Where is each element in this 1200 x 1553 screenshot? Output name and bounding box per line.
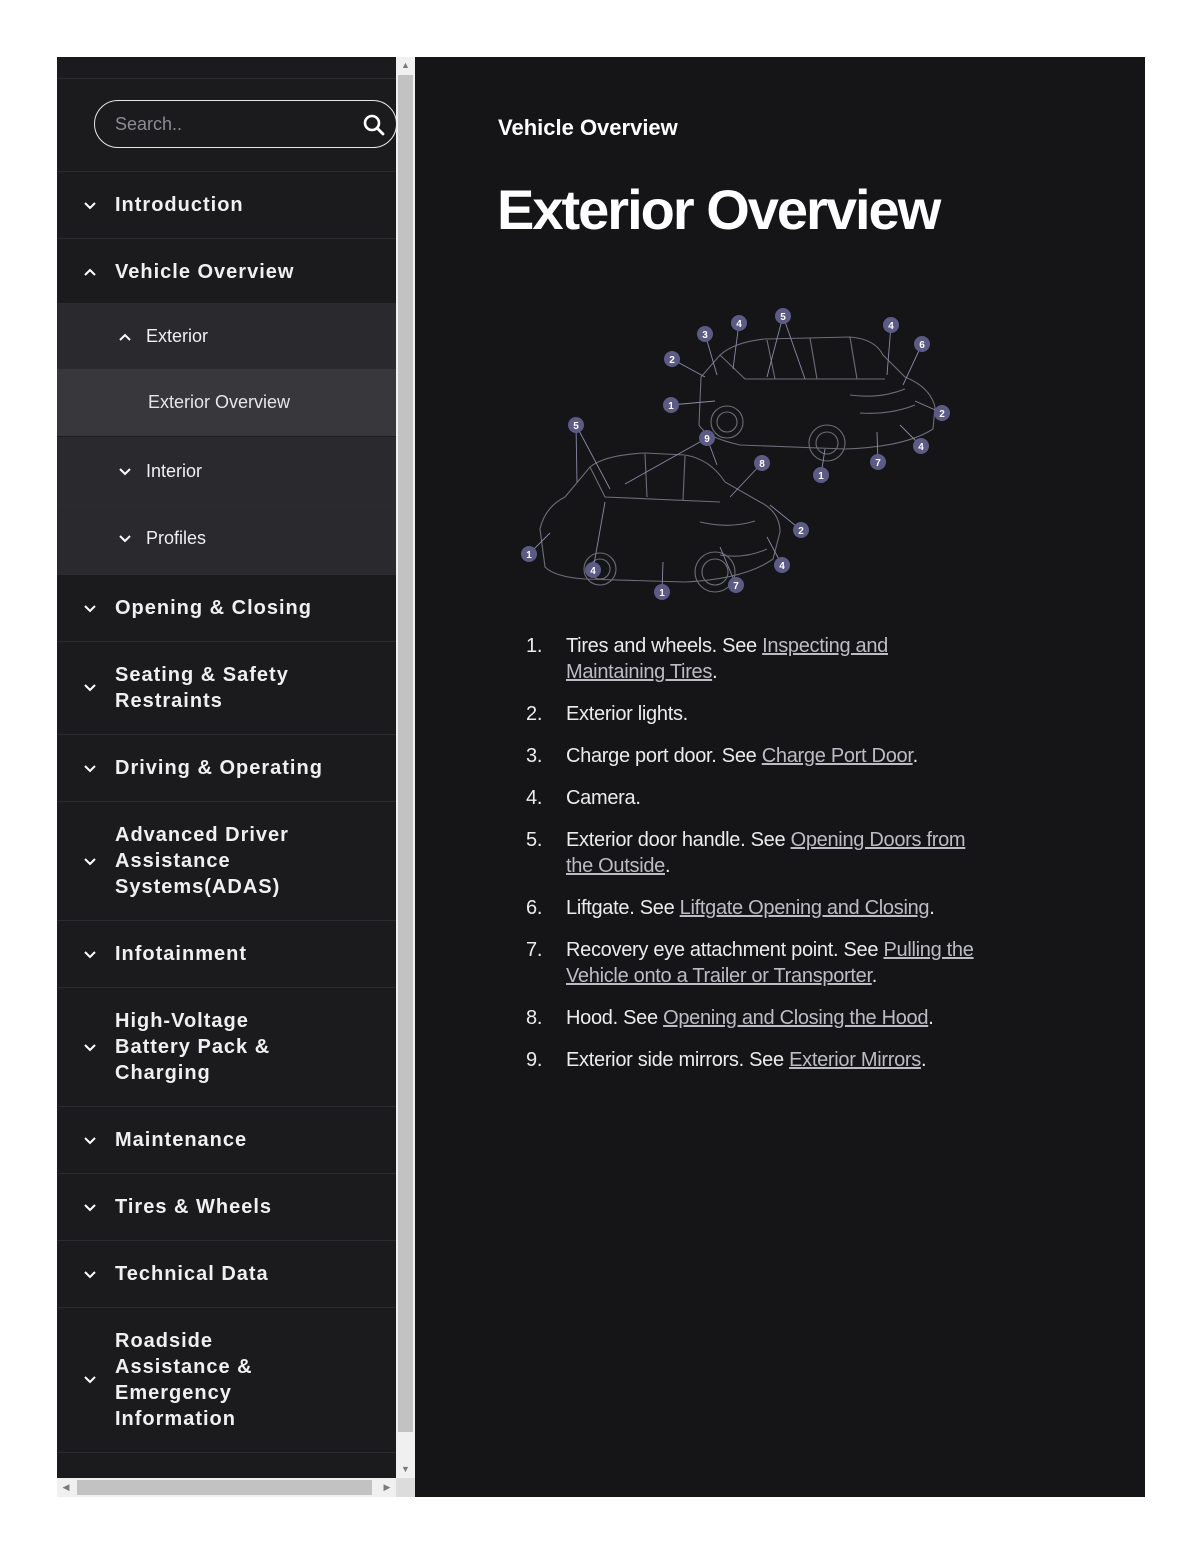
callout-6-badge <box>914 336 930 352</box>
callout-4-badge <box>731 315 747 331</box>
sidebar-item-label: Vehicle Overview <box>115 261 295 283</box>
list-item: 8. Hood. See Opening and Closing the Hood. <box>526 1007 934 1029</box>
svg-text:4: 4 <box>736 319 742 330</box>
callout-8-badge <box>754 455 770 471</box>
svg-text:5: 5 <box>573 421 579 432</box>
link-opening-doors[interactable]: Opening Doors from the Outside <box>566 829 966 877</box>
callout-3-badge <box>697 326 713 342</box>
callout-2-badge <box>664 351 680 367</box>
link-liftgate[interactable]: Liftgate Opening and Closing <box>679 897 930 919</box>
svg-text:1: 1 <box>526 550 532 561</box>
callout-1-badge <box>654 584 670 600</box>
link-charge-port-door[interactable]: Charge Port Door <box>761 745 913 767</box>
sidebar-nav <box>57 57 396 1478</box>
search-input[interactable] <box>113 101 347 148</box>
list-item: 4. Camera. <box>526 787 641 809</box>
sidebar-item-label: Opening & Closing <box>115 597 312 619</box>
sidebar-item-exterior-overview[interactable] <box>57 368 396 436</box>
callout-7-badge <box>728 577 744 593</box>
svg-text:2: 2 <box>669 355 675 366</box>
sidebar-item-opening-closing[interactable] <box>57 574 396 642</box>
chevron-down-icon <box>83 604 97 614</box>
svg-text:4: 4 <box>779 561 785 572</box>
sidebar-item-maintenance[interactable] <box>57 1106 396 1174</box>
sidebar-top-strip <box>57 57 396 79</box>
search-box[interactable] <box>94 100 396 148</box>
chevron-down-icon <box>83 950 97 960</box>
sidebar-item-infotainment[interactable] <box>57 920 396 988</box>
svg-text:1: 1 <box>659 588 665 599</box>
exterior-parts-list <box>498 633 978 1089</box>
sidebar-item-label: High-Voltage Battery Pack & Charging <box>115 1010 271 1084</box>
sidebar-item-label: Driving & Operating <box>115 757 323 779</box>
list-item: 7. Recovery eye attachment point. See Pulling the Vehicle onto a Trailer or Transporter. <box>526 939 974 987</box>
scrollbar-thumb[interactable] <box>398 75 413 1432</box>
sidebar-item-technical-data[interactable] <box>57 1240 396 1308</box>
chevron-up-icon <box>118 332 132 342</box>
scroll-right-arrow-icon[interactable]: ▶ <box>383 1482 391 1492</box>
callout-leader-lines <box>529 316 942 592</box>
svg-text:2: 2 <box>939 409 945 420</box>
callout-4-badge <box>774 557 790 573</box>
svg-text:8: 8 <box>759 459 765 470</box>
sidebar-item-label: Infotainment <box>115 943 247 965</box>
callout-1-badge <box>663 397 679 413</box>
sidebar-item-driving-operating[interactable] <box>57 734 396 802</box>
svg-text:4: 4 <box>590 566 596 577</box>
scroll-up-arrow-icon[interactable]: ▲ <box>401 60 410 70</box>
sidebar-item-label: Interior <box>146 461 203 481</box>
sidebar-item-label: Introduction <box>115 194 244 216</box>
link-pulling-vehicle[interactable]: Pulling the Vehicle onto a Trailer or Transporter <box>566 939 974 987</box>
list-item: 2. Exterior lights. <box>526 703 688 725</box>
list-item: 1. Tires and wheels. See Inspecting and Maintaining Tires. <box>526 635 889 683</box>
scroll-down-arrow-icon[interactable]: ▼ <box>401 1464 410 1474</box>
scrollbar-thumb[interactable] <box>77 1480 372 1495</box>
sidebar-item-roadside-assistance[interactable] <box>57 1307 396 1453</box>
chevron-down-icon <box>83 764 97 774</box>
sidebar-item-label: Technical Data <box>115 1263 269 1285</box>
svg-text:1: 1 <box>818 471 824 482</box>
callout-2-badge <box>793 522 809 538</box>
svg-text:2: 2 <box>798 526 804 537</box>
svg-text:7: 7 <box>875 458 881 469</box>
chevron-down-icon <box>118 467 132 477</box>
sidebar-item-label: Tires & Wheels <box>115 1196 273 1218</box>
list-item: 3. Charge port door. See Charge Port Door. <box>526 745 918 767</box>
scrollbar-corner <box>396 1478 415 1497</box>
callout-7-badge <box>870 454 886 470</box>
search-icon[interactable] <box>362 113 386 137</box>
chevron-down-icon <box>83 1270 97 1280</box>
sidebar-item-interior[interactable] <box>57 437 396 505</box>
breadcrumb[interactable]: Vehicle Overview <box>498 115 678 140</box>
sidebar-item-partial <box>57 1452 396 1478</box>
callout-1-badge <box>521 546 537 562</box>
chevron-down-icon <box>118 534 132 544</box>
chevron-down-icon <box>83 857 97 867</box>
list-item: 9. Exterior side mirrors. See Exterior Mirrors. <box>526 1049 927 1071</box>
sidebar-item-label: Exterior <box>146 326 209 346</box>
svg-text:3: 3 <box>702 330 708 341</box>
list-item: 6. Liftgate. See Liftgate Opening and Closing. <box>526 897 935 919</box>
sidebar-item-introduction[interactable] <box>57 171 396 239</box>
callout-5-badge <box>775 308 791 324</box>
sidebar-item-label: Roadside Assistance & Emergency Information <box>115 1330 253 1430</box>
chevron-down-icon <box>83 201 97 211</box>
link-hood[interactable]: Opening and Closing the Hood <box>663 1007 929 1029</box>
page-title: Exterior Overview <box>497 178 940 241</box>
scroll-left-arrow-icon[interactable]: ◀ <box>62 1482 70 1492</box>
svg-text:6: 6 <box>919 340 925 351</box>
callout-4-badge <box>585 562 601 578</box>
chevron-down-icon <box>83 1136 97 1146</box>
sidebar-item-tires-wheels[interactable] <box>57 1173 396 1241</box>
callout-1-badge <box>813 467 829 483</box>
sidebar-item-adas[interactable] <box>57 801 396 921</box>
chevron-down-icon <box>83 1043 97 1053</box>
svg-text:4: 4 <box>888 321 894 332</box>
chevron-down-icon <box>83 683 97 693</box>
link-exterior-mirrors[interactable]: Exterior Mirrors <box>789 1049 921 1071</box>
vehicle-exterior-diagram <box>505 297 965 607</box>
svg-text:7: 7 <box>733 581 739 592</box>
sidebar-item-seating-safety[interactable] <box>57 641 396 735</box>
callout-9-badge <box>699 430 715 446</box>
content-area <box>415 57 1145 1497</box>
sidebar-item-label: Advanced Driver Assistance Systems(ADAS) <box>115 824 289 898</box>
chevron-up-icon <box>83 267 97 277</box>
svg-text:1: 1 <box>668 401 674 412</box>
list-item: 5. Exterior door handle. See Opening Doors from the Outside. <box>526 829 966 877</box>
sidebar-item-label: Maintenance <box>115 1129 248 1151</box>
sidebar-item-exterior[interactable] <box>57 303 396 368</box>
sidebar-item-vehicle-overview[interactable] <box>57 238 396 304</box>
link-inspecting-tires[interactable]: Inspecting and Maintaining Tires <box>566 635 889 683</box>
chevron-down-icon <box>83 1375 97 1385</box>
sidebar-vertical-scrollbar[interactable] <box>396 57 415 1478</box>
sidebar-item-label: Exterior Overview <box>148 392 291 412</box>
svg-text:4: 4 <box>918 442 924 453</box>
callout-4-badge <box>883 317 899 333</box>
sidebar-item-label: Profiles <box>146 528 207 548</box>
chevron-down-icon <box>83 1203 97 1213</box>
sidebar-item-high-voltage[interactable] <box>57 987 396 1107</box>
sidebar-item-label: Seating & Safety Restraints <box>115 664 289 712</box>
sidebar-item-profiles[interactable] <box>57 504 396 574</box>
svg-text:9: 9 <box>704 434 710 445</box>
callout-5-badge <box>568 417 584 433</box>
callout-2-badge <box>934 405 950 421</box>
callout-4-badge <box>913 438 929 454</box>
sidebar-horizontal-scrollbar[interactable] <box>57 1478 396 1497</box>
svg-text:5: 5 <box>780 312 786 323</box>
